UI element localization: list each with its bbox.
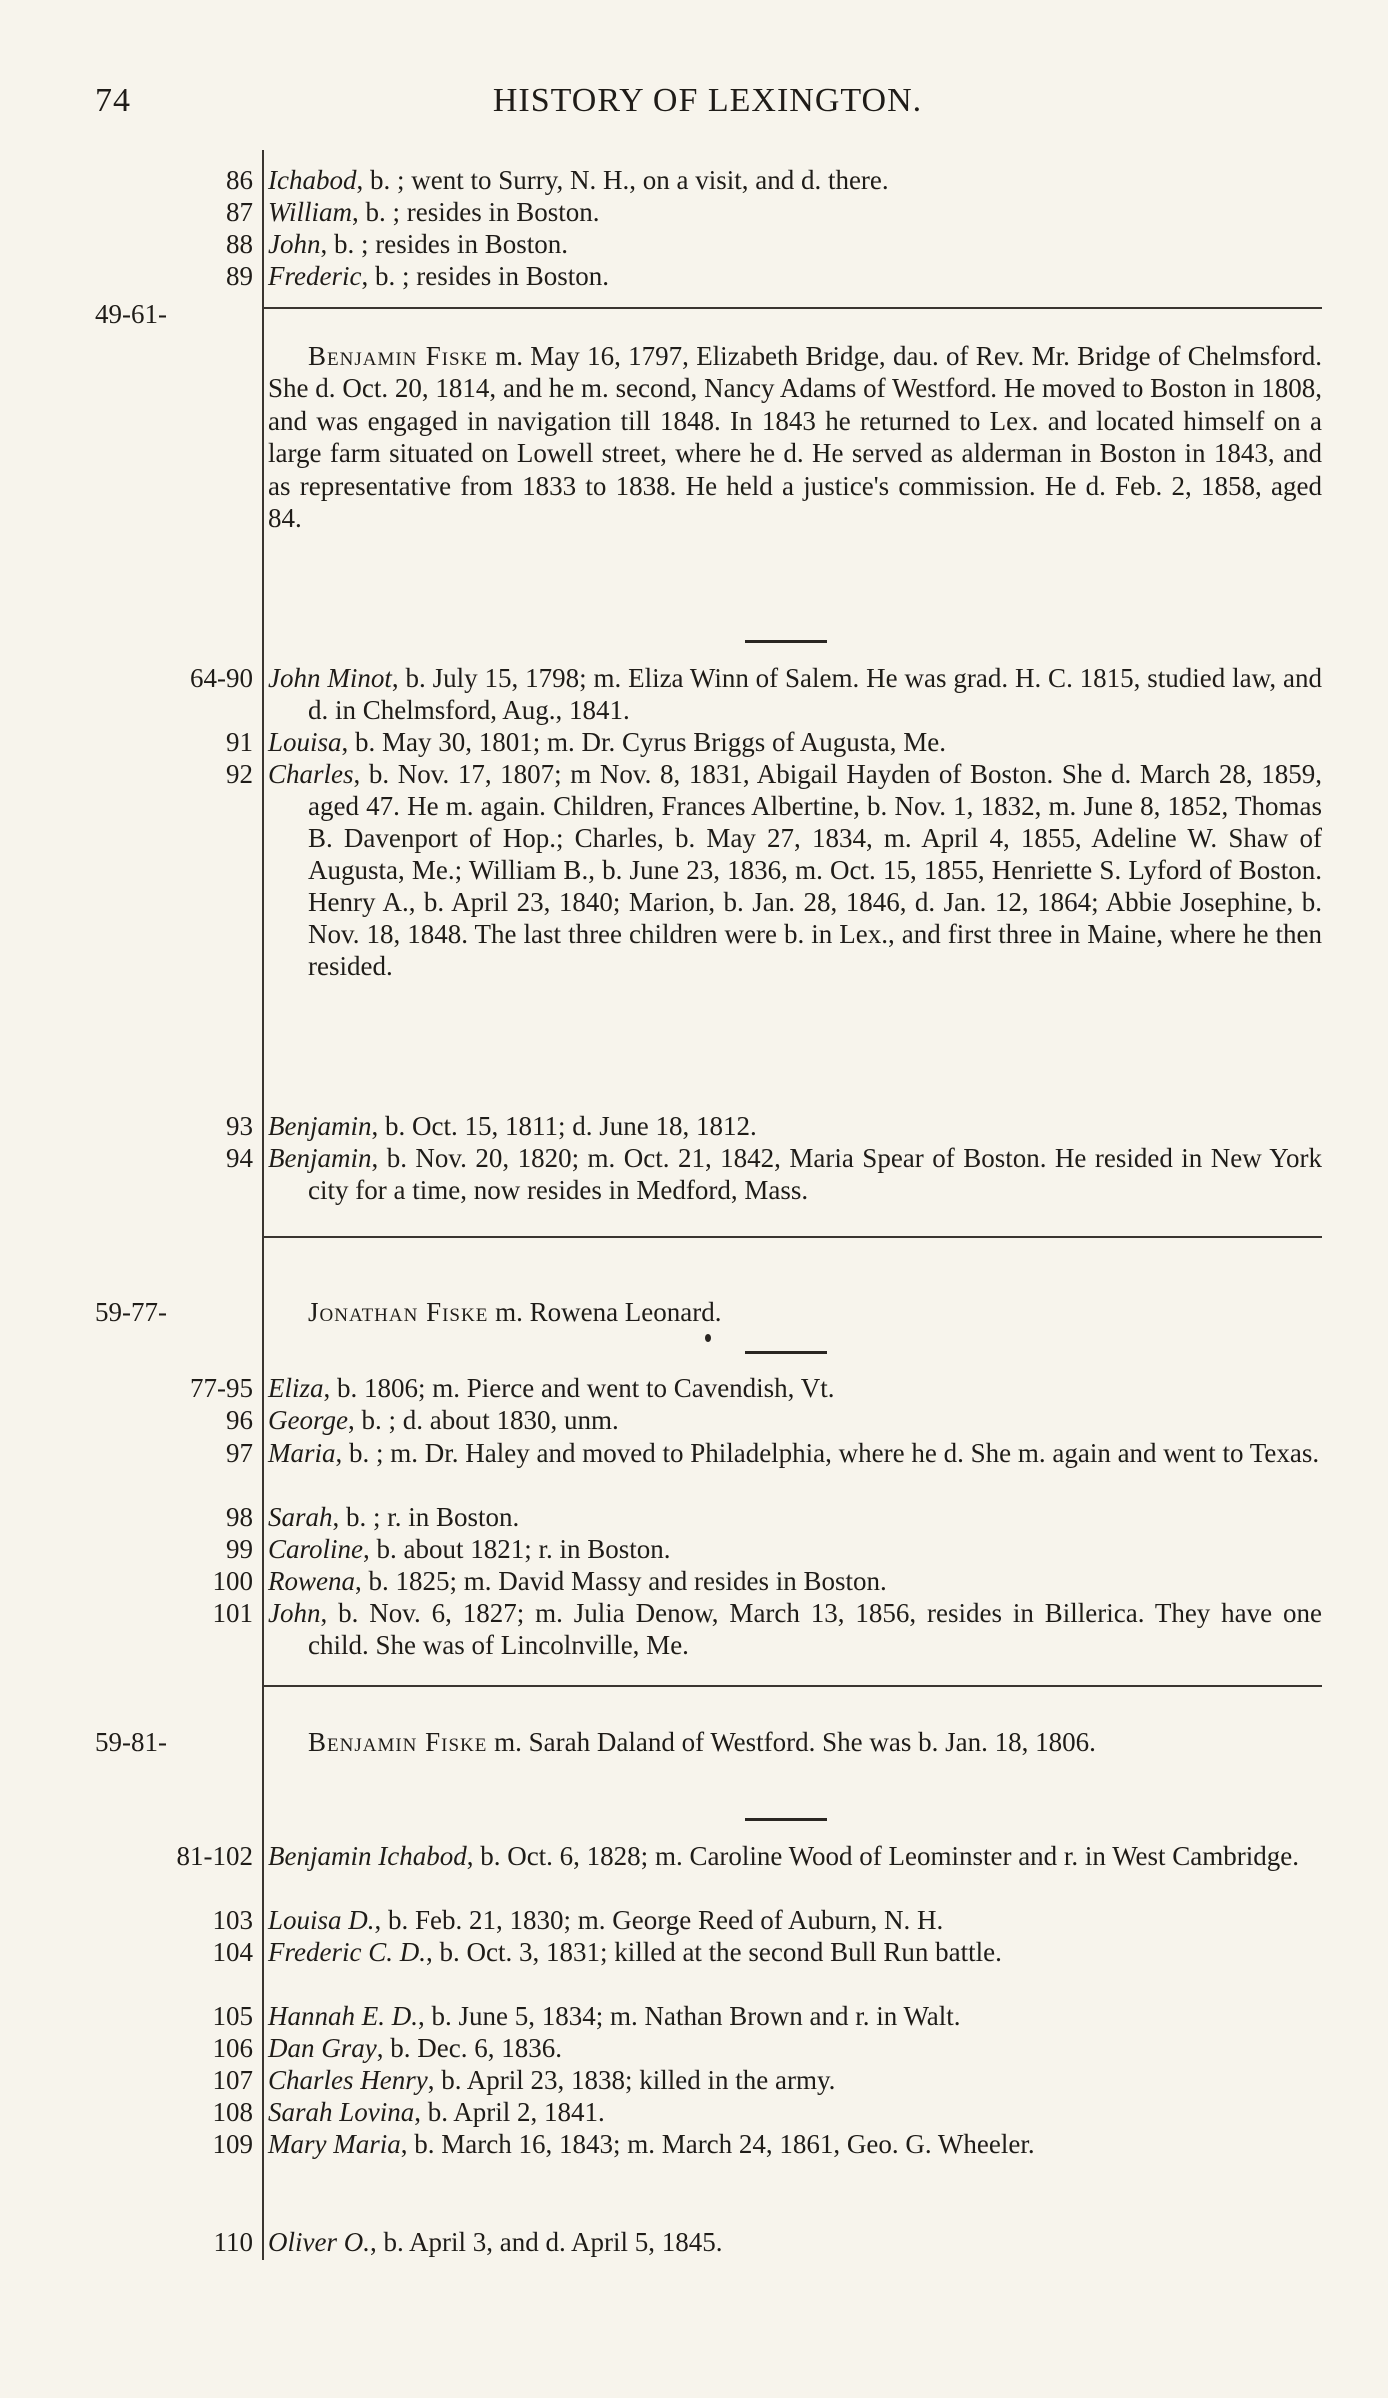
entry-text: , b. March 16, 1843; m. March 24, 1861, Geo. G. Wheeler. xyxy=(400,2129,1035,2159)
entry-number: 94 xyxy=(226,1143,253,1173)
genealogy-entry xyxy=(268,1437,1322,1469)
entry-text: , b. April 2, 1841. xyxy=(414,2097,605,2127)
person-name: Louisa D. xyxy=(268,1905,375,1935)
entry-text: , b. ; m. Dr. Haley and moved to Philadelphia, where he d. She m. again and went to Texas. xyxy=(335,1438,1320,1468)
genealogy-entry xyxy=(268,1533,1322,1565)
person-name: John xyxy=(268,1598,321,1628)
entry-number: 108 xyxy=(212,2097,253,2127)
entry-number: 101 xyxy=(212,1598,253,1628)
entry-text: , b. Nov. 6, 1827; m. Julia Denow, March 13, 1856, resides in Billerica. They have one child. She was of Lincolnville, Me. xyxy=(308,1598,1322,1660)
entry-text: , b. Oct. 6, 1828; m. Caroline Wood of Leominster and r. in West Cambridge. xyxy=(466,1841,1299,1871)
genealogy-entry xyxy=(268,1372,1322,1404)
person-name: John Minot xyxy=(268,663,392,693)
entry-number: 96 xyxy=(226,1405,253,1435)
person-name: Maria xyxy=(268,1438,336,1468)
genealogy-entry xyxy=(268,758,1322,982)
genealogy-entry xyxy=(268,1501,1322,1533)
person-name: Charles Henry xyxy=(268,2065,428,2095)
entry-number: 88 xyxy=(226,229,253,259)
person-name: Benjamin xyxy=(268,1111,372,1141)
person-name: Oliver O. xyxy=(268,2227,370,2257)
running-title: HISTORY OF LEXINGTON. xyxy=(492,82,923,119)
genealogy-entry xyxy=(268,1565,1322,1597)
head-of-family: Jonathan Fiske xyxy=(308,1297,489,1327)
person-name: Eliza xyxy=(268,1373,324,1403)
genealogy-entry xyxy=(268,2032,1322,2064)
genealogy-entry xyxy=(268,1904,1322,1936)
entry-number: 110 xyxy=(213,2227,253,2257)
person-name: Hannah E. D. xyxy=(268,2001,418,2031)
person-name: John xyxy=(268,229,321,259)
entry-number: 98 xyxy=(226,1502,253,1532)
short-rule xyxy=(745,1818,827,1821)
entry-text: , b. ; resides in Boston. xyxy=(361,261,609,291)
entry-text: , b. May 30, 1801; m. Dr. Cyrus Briggs of Augusta, Me. xyxy=(341,727,947,757)
entry-text: , b. ; d. about 1830, unm. xyxy=(347,1405,619,1435)
entry-number: 92 xyxy=(226,759,253,789)
short-rule xyxy=(745,640,827,643)
entry-text: , b. Nov. 17, 1807; m Nov. 8, 1831, Abigail Hayden of Boston. She d. March 28, 1859, aged 47. He m. again. Children, Frances Albertine, b. Nov. 1, 1832, m. June 8, 1852, Thomas B. Davenport of Hop.; Charles, b. May 27, 1834, m. April 4, 1855, Adeline W. Shaw of Augusta, Me.; William B., b. June 23, 1836, m. Oct. 15, 1855, Henriette S. Lyford of Boston. Henry A., b. April 23, 1840; Marion, b. Jan. 28, 1846, d. Jan. 12, 1864; Abbie Josephine, b. Nov. 18, 1848. The last three children were b. in Lex., and first three in Maine, where he then resided. xyxy=(308,759,1322,981)
entry-number: 89 xyxy=(226,261,253,291)
generation-number: 59-81- xyxy=(95,1727,167,1757)
entry-text: , b. ; resides in Boston. xyxy=(320,229,568,259)
genealogy-entry xyxy=(268,260,1322,292)
family-paragraph xyxy=(268,1726,1322,1758)
entry-number: 93 xyxy=(226,1111,253,1141)
genealogy-entry xyxy=(268,228,1322,260)
section-rule xyxy=(262,307,1322,309)
genealogy-entry xyxy=(268,1597,1322,1661)
genealogy-entry xyxy=(268,2096,1322,2128)
person-name: Dan Gray xyxy=(268,2033,377,2063)
genealogy-entry xyxy=(268,726,1322,758)
page-header xyxy=(95,82,1320,132)
head-of-family: Benjamin Fiske xyxy=(308,341,488,371)
page-number: 74 xyxy=(95,82,131,119)
person-name: Ichabod xyxy=(268,165,357,195)
family-paragraph xyxy=(268,1296,1322,1328)
entry-text: , b. June 5, 1834; m. Nathan Brown and r. in Walt. xyxy=(418,2001,961,2031)
entry-number: 107 xyxy=(212,2065,253,2095)
genealogy-entry xyxy=(268,662,1322,726)
entry-text: , b. 1806; m. Pierce and went to Cavendish, Vt. xyxy=(323,1373,835,1403)
entry-number: 64-90 xyxy=(190,663,253,693)
entry-number: 81-102 xyxy=(176,1841,253,1871)
person-name: Benjamin Ichabod xyxy=(268,1841,467,1871)
entry-number: 103 xyxy=(212,1905,253,1935)
person-name: Caroline xyxy=(268,1534,364,1564)
entry-text: , b. ; resides in Boston. xyxy=(352,197,600,227)
genealogy-entry xyxy=(268,2128,1322,2160)
entry-number: 106 xyxy=(212,2033,253,2063)
entry-number: 109 xyxy=(212,2129,253,2159)
generation-number: 59-77- xyxy=(95,1297,167,1327)
entry-text: , b. Dec. 6, 1836. xyxy=(376,2033,562,2063)
person-name: Frederic C. D. xyxy=(268,1937,426,1967)
entry-number: 104 xyxy=(212,1937,253,1967)
family-paragraph xyxy=(268,340,1322,534)
genealogy-entry xyxy=(268,1142,1322,1206)
genealogy-entry xyxy=(268,164,1322,196)
entry-text: , b. April 3, and d. April 5, 1845. xyxy=(369,2227,723,2257)
entry-number: 77-95 xyxy=(190,1373,253,1403)
entry-text: , b. 1825; m. David Massy and resides in Boston. xyxy=(355,1566,887,1596)
person-name: Charles xyxy=(268,759,354,789)
entry-number: 99 xyxy=(226,1534,253,1564)
entry-number: 87 xyxy=(226,197,253,227)
genealogy-entry xyxy=(268,1936,1322,1968)
genealogy-entry xyxy=(268,1110,1322,1142)
number-column-rule xyxy=(262,150,264,2260)
entry-text: , b. Oct. 3, 1831; killed at the second Bull Run battle. xyxy=(425,1937,1002,1967)
person-name: Rowena xyxy=(268,1566,355,1596)
entry-text: , b. April 23, 1838; killed in the army. xyxy=(427,2065,836,2095)
entry-number: 86 xyxy=(226,165,253,195)
ink-speck xyxy=(705,1334,711,1342)
person-name: Benjamin xyxy=(268,1143,372,1173)
entry-number: 97 xyxy=(226,1438,253,1468)
genealogy-entry xyxy=(268,196,1322,228)
entry-text: , b. July 15, 1798; m. Eliza Winn of Salem. He was grad. H. C. 1815, studied law, and d. in Chelmsford, Aug., 1841. xyxy=(308,663,1322,725)
person-name: Frederic xyxy=(268,261,362,291)
person-name: George xyxy=(268,1405,348,1435)
entry-text: , b. ; r. in Boston. xyxy=(332,1502,520,1532)
entry-number: 100 xyxy=(212,1566,253,1596)
entry-text: , b. about 1821; r. in Boston. xyxy=(363,1534,671,1564)
entry-number: 91 xyxy=(226,727,253,757)
genealogy-entry xyxy=(268,2226,1322,2258)
person-name: Mary Maria xyxy=(268,2129,401,2159)
genealogy-entry xyxy=(268,2000,1322,2032)
paragraph-text: m. Sarah Daland of Westford. She was b. Jan. 18, 1806. xyxy=(487,1727,1096,1757)
generation-number: 49-61- xyxy=(95,299,167,329)
genealogy-entry xyxy=(268,2064,1322,2096)
person-name: Louisa xyxy=(268,727,342,757)
person-name: William xyxy=(268,197,353,227)
short-rule xyxy=(745,1351,827,1354)
entry-text: , b. Oct. 15, 1811; d. June 18, 1812. xyxy=(371,1111,757,1141)
person-name: Sarah Lovina xyxy=(268,2097,415,2127)
paragraph-text: m. Rowena Leonard. xyxy=(488,1297,722,1327)
entry-text: , b. ; went to Surry, N. H., on a visit, and d. there. xyxy=(356,165,889,195)
section-rule xyxy=(262,1236,1322,1238)
head-of-family: Benjamin Fiske xyxy=(308,1727,488,1757)
section-rule xyxy=(262,1685,1322,1687)
genealogy-entry xyxy=(268,1840,1322,1872)
person-name: Sarah xyxy=(268,1502,333,1532)
genealogy-entry xyxy=(268,1404,1322,1436)
entry-number: 105 xyxy=(212,2001,253,2031)
entry-text: , b. Nov. 20, 1820; m. Oct. 21, 1842, Maria Spear of Boston. He resided in New York city for a time, now resides in Medford, Mass. xyxy=(308,1143,1322,1205)
entry-text: , b. Feb. 21, 1830; m. George Reed of Auburn, N. H. xyxy=(374,1905,944,1935)
paragraph-text: m. May 16, 1797, Elizabeth Bridge, dau. of Rev. Mr. Bridge of Chelmsford. She d. Oct. 20, 1814, and he m. second, Nancy Adams of Westford. He moved to Boston in 1808, and was engaged in navigation till 1848. In 1843 he returned to Lex. and located himself on a large farm situated on Lowell street, where he d. He served as alderman in Boston in 1843, and as representative from 1833 to 1838. He held a justice's commission. He d. Feb. 2, 1858, aged 84. xyxy=(268,341,1322,534)
